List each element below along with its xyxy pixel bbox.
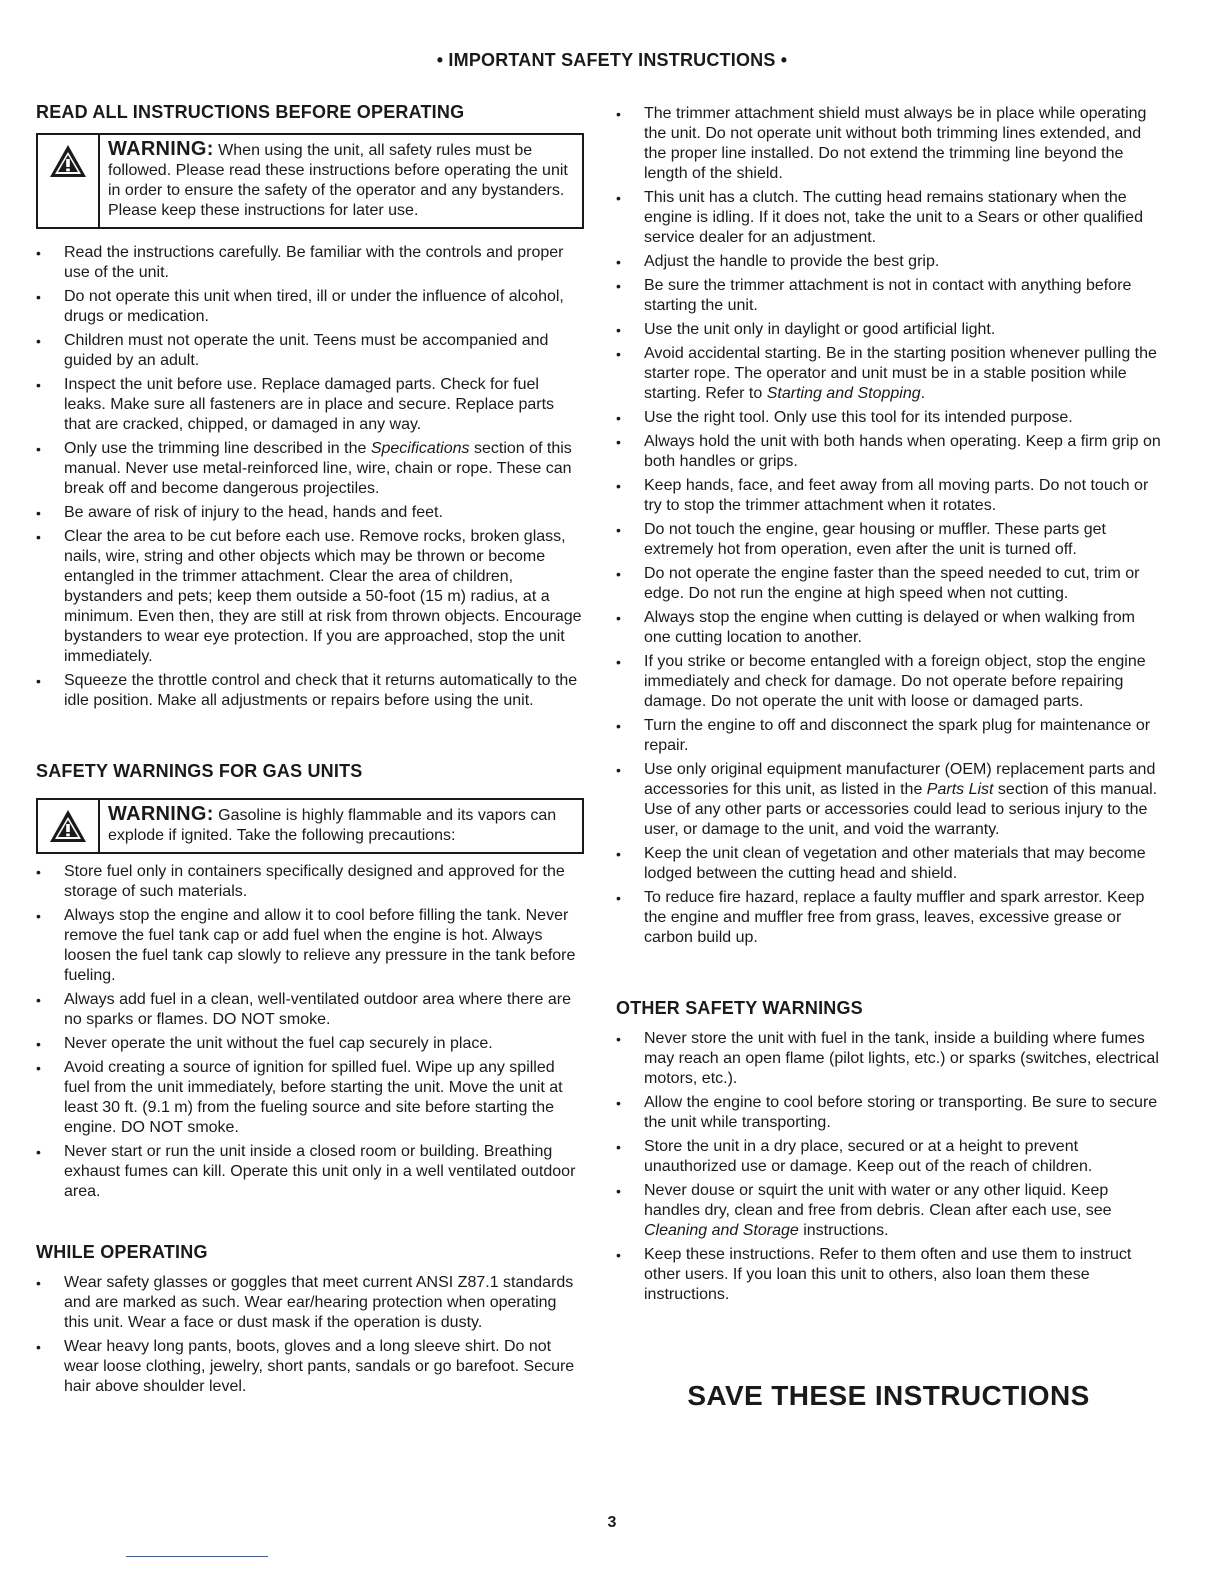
list-item: • Be aware of risk of injury to the head, hands and feet. bbox=[36, 503, 584, 523]
list-item: • Keep hands, face, and feet away from all moving parts. Do not touch or try to stop the trimmer attachment when it rotates. bbox=[616, 476, 1161, 516]
section-heading-other-warnings: OTHER SAFETY WARNINGS bbox=[616, 998, 863, 1018]
list-item: • Keep these instructions. Refer to them often and use them to instruct other users. If you loan this unit to others, also loan them these instructions. bbox=[616, 1245, 1161, 1305]
list-item: • Avoid accidental starting. Be in the starting position whenever pulling the starter rope. The operator and unit must be in a stable position while starting. Refer to Starting and Stopping. bbox=[616, 344, 1161, 404]
list-item: • This unit has a clutch. The cutting head remains stationary when the engine is idling. If it does not, take the unit to a Sears or other qualified service dealer for an adjustment. bbox=[616, 188, 1161, 248]
list-item: • Always hold the unit with both hands when operating. Keep a firm grip on both handles or grips. bbox=[616, 432, 1161, 472]
page-header: • IMPORTANT SAFETY INSTRUCTIONS • bbox=[436, 50, 788, 70]
bullet-list-operating-continued bbox=[616, 104, 1161, 948]
list-item: • Squeeze the throttle control and check that it returns automatically to the idle position. Make all adjustments or repairs before using the unit. bbox=[36, 671, 584, 711]
save-instructions-banner: SAVE THESE INSTRUCTIONS bbox=[687, 1380, 1090, 1411]
list-item: • Wear safety glasses or goggles that meet current ANSI Z87.1 standards and are marked as such. Wear ear/hearing protection when operating this unit. Wear a face or dust mask if the operation is dusty. bbox=[36, 1273, 584, 1333]
list-item: • To reduce fire hazard, replace a faulty muffler and spark arrestor. Keep the engine and muffler free from grass, leaves, excessive grease or carbon build up. bbox=[616, 888, 1161, 948]
list-item: • Allow the engine to cool before storing or transporting. Be sure to secure the unit while transporting. bbox=[616, 1093, 1161, 1133]
list-item: • Turn the engine to off and disconnect the spark plug for maintenance or repair. bbox=[616, 716, 1161, 756]
right-column bbox=[616, 104, 1161, 1309]
warning-icon-cell bbox=[38, 135, 100, 227]
bullet-list-while-operating bbox=[36, 1273, 584, 1397]
list-item: • Always stop the engine when cutting is delayed or when walking from one cutting location to another. bbox=[616, 608, 1161, 648]
bullet-list-read-all bbox=[36, 243, 584, 711]
warning-body: Gasoline is highly flammable and its vapors can explode if ignited. Take the following precautions: bbox=[108, 807, 557, 844]
list-item: • Always stop the engine and allow it to cool before filling the tank. Never remove the fuel tank cap or add fuel when the engine is hot. Always loosen the fuel tank cap slowly to relieve any pressure in the tank before fueling. bbox=[36, 906, 584, 986]
warning-triangle-icon bbox=[48, 143, 88, 179]
reference-cleaning-and-storage: Cleaning and Storage bbox=[644, 1222, 799, 1239]
warning-label: WARNING: bbox=[108, 803, 214, 825]
list-item: • Only use the trimming line described in the Specifications section of this manual. Never use metal-reinforced line, wire, chain or rope. These can break off and become dangerous projectiles. bbox=[36, 439, 584, 499]
left-column bbox=[36, 102, 584, 1401]
warning-text bbox=[100, 800, 582, 852]
list-item: • Inspect the unit before use. Replace damaged parts. Check for fuel leaks. Make sure all fasteners are in place and secure. Replace parts that are cracked, chipped, or damaged in any way. bbox=[36, 375, 584, 435]
page-number: 3 bbox=[607, 1514, 617, 1531]
list-item: • Never store the unit with fuel in the tank, inside a building where fumes may reach an open flame (pilot lights, etc.) or sparks (switches, electrical motors, etc.). bbox=[616, 1029, 1161, 1089]
list-item: • Do not operate this unit when tired, ill or under the influence of alcohol, drugs or medication. bbox=[36, 287, 584, 327]
bullet-list-gas-units bbox=[36, 862, 584, 1202]
warning-icon-cell bbox=[38, 800, 100, 852]
list-item: • Use only original equipment manufacturer (OEM) replacement parts and accessories for this unit, as listed in the Parts List section of this manual. Use of any other parts or accessories could lead to serious injury to the user, or damage to the unit, and void the warranty. bbox=[616, 760, 1161, 840]
section-heading-gas-units: SAFETY WARNINGS FOR GAS UNITS bbox=[36, 761, 363, 781]
list-item: • Wear heavy long pants, boots, gloves and a long sleeve shirt. Do not wear loose clothing, jewelry, short pants, sandals or go barefoot. Secure hair above shoulder level. bbox=[36, 1337, 584, 1397]
bullet-list-other-warnings bbox=[616, 1029, 1161, 1305]
list-item: • Never douse or squirt the unit with water or any other liquid. Keep handles dry, clean and free from debris. Clean after each use, see Cleaning and Storage instructions. bbox=[616, 1181, 1161, 1241]
list-item: • The trimmer attachment shield must always be in place while operating the unit. Do not operate unit without both trimming lines extended, and the proper line installed. Do not extend the trimming line beyond the length of the shield. bbox=[616, 104, 1161, 184]
section-heading-while-operating: WHILE OPERATING bbox=[36, 1242, 208, 1262]
list-item: • Read the instructions carefully. Be familiar with the controls and proper use of the unit. bbox=[36, 243, 584, 283]
list-item: • Keep the unit clean of vegetation and other materials that may become lodged between the cutting head and shield. bbox=[616, 844, 1161, 884]
list-item: • Be sure the trimmer attachment is not in contact with anything before starting the unit. bbox=[616, 276, 1161, 316]
reference-specifications: Specifications bbox=[370, 440, 470, 457]
warning-box-gasoline bbox=[36, 798, 584, 854]
list-item: • Never operate the unit without the fuel cap securely in place. bbox=[36, 1034, 584, 1054]
list-item: • Do not operate the engine faster than the speed needed to cut, trim or edge. Do not run the engine at high speed when not cutting. bbox=[616, 564, 1161, 604]
list-item: • Clear the area to be cut before each use. Remove rocks, broken glass, nails, wire, string and other objects which may be thrown or become entangled in the trimmer attachment. Clear the area of children, bystanders and pets; keep them outside a 50-foot (15 m) radius, at a minimum. Even then, they are still at risk from thrown objects. Encourage bystanders to wear eye protection. If you are approached, stop the unit immediately. bbox=[36, 527, 584, 667]
warning-body: When using the unit, all safety rules must be followed. Please read these instructions before operating the unit in order to ensure the safety of the operator and any bystanders. Please keep these instructions for later use. bbox=[108, 142, 568, 219]
list-item: • Do not touch the engine, gear housing or muffler. These parts get extremely hot from operation, even after the unit is turned off. bbox=[616, 520, 1161, 560]
list-item: • Store fuel only in containers specifically designed and approved for the storage of such materials. bbox=[36, 862, 584, 902]
list-item: • Use the right tool. Only use this tool for its intended purpose. bbox=[616, 408, 1161, 428]
list-item: • If you strike or become entangled with a foreign object, stop the engine immediately and check for damage. Do not operate before repairing damage. Do not operate the unit with loose or damaged parts. bbox=[616, 652, 1161, 712]
warning-text bbox=[100, 135, 582, 227]
list-item: • Never start or run the unit inside a closed room or building. Breathing exhaust fumes can kill. Operate this unit only in a well ventilated outdoor area. bbox=[36, 1142, 584, 1202]
warning-label: WARNING: bbox=[108, 138, 214, 160]
list-item: • Use the unit only in daylight or good artificial light. bbox=[616, 320, 1161, 340]
list-item: • Adjust the handle to provide the best grip. bbox=[616, 252, 1161, 272]
list-item: • Children must not operate the unit. Teens must be accompanied and guided by an adult. bbox=[36, 331, 584, 371]
warning-triangle-icon bbox=[48, 808, 88, 844]
reference-starting-and-stopping: Starting and Stopping bbox=[766, 385, 921, 402]
list-item: • Avoid creating a source of ignition for spilled fuel. Wipe up any spilled fuel from the unit immediately, before starting the unit. Move the unit at least 30 ft. (9.1 m) from the fueling source and site before starting the engine. DO NOT smoke. bbox=[36, 1058, 584, 1138]
section-heading-read-all: READ ALL INSTRUCTIONS BEFORE OPERATING bbox=[36, 102, 465, 122]
list-item: • Store the unit in a dry place, secured or at a height to prevent unauthorized use or damage. Keep out of the reach of children. bbox=[616, 1137, 1161, 1177]
footer-rule bbox=[126, 1556, 268, 1557]
reference-parts-list: Parts List bbox=[926, 781, 994, 798]
list-item: • Always add fuel in a clean, well-ventilated outdoor area where there are no sparks or flames. DO NOT smoke. bbox=[36, 990, 584, 1030]
warning-box-general bbox=[36, 133, 584, 229]
